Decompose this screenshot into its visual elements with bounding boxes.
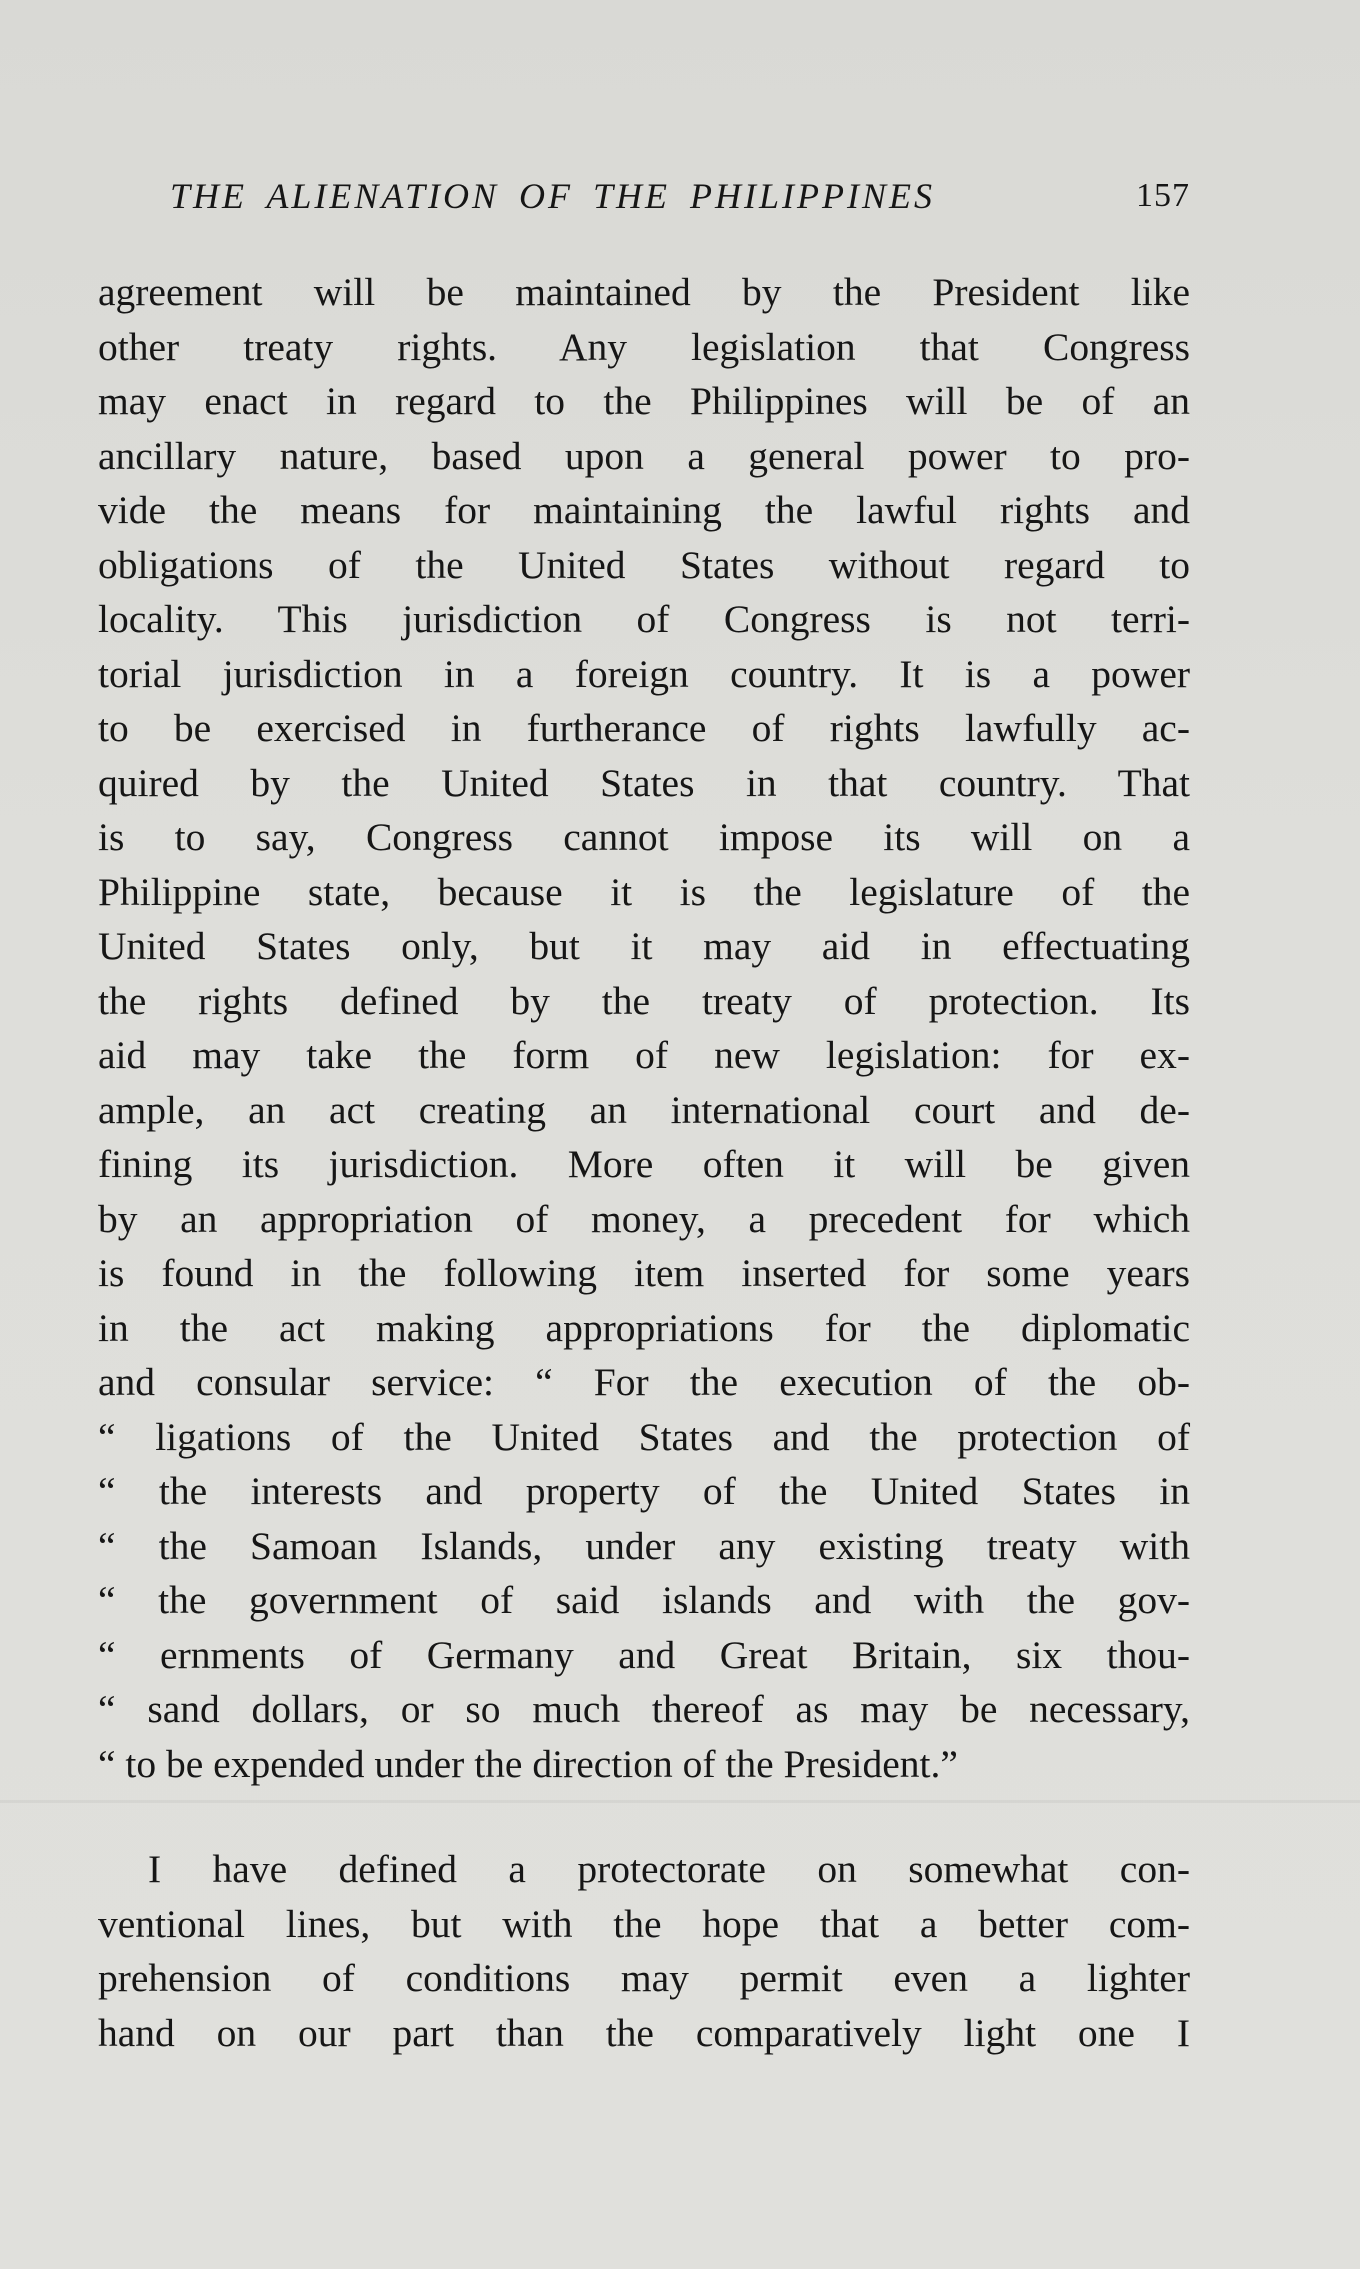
text-line: the rights defined by the treaty of protection. Its [98, 978, 1190, 1023]
text-line: other treaty rights. Any legislation that Congress [98, 324, 1190, 369]
text-line: ventional lines, but with the hope that a better com- [98, 1901, 1190, 1946]
page-number: 157 [1136, 177, 1190, 214]
text-line: fining its jurisdiction. More often it will be given [98, 1142, 1190, 1186]
text-line: is found in the following item inserted for some years [98, 1251, 1190, 1295]
running-title: THE ALIENATION OF THE PHILIPPINES [170, 176, 935, 216]
text-line: “ the Samoan Islands, under any existing treaty with [98, 1523, 1190, 1568]
text-line: may enact in regard to the Philippines will be of an [98, 379, 1190, 423]
text-line: quired by the United States in that country. That [98, 760, 1190, 805]
text-line: aid may take the form of new legislation: for ex- [98, 1033, 1190, 1077]
text-line: by an appropriation of money, a precedent for which [98, 1196, 1190, 1241]
text-line: torial jurisdiction in a foreign country. It is a power [98, 651, 1190, 696]
text-line: “ ernments of Germany and Great Britain, six thou- [98, 1632, 1190, 1677]
text-line: ancillary nature, based upon a general power to pro- [98, 433, 1190, 478]
scan-crease [0, 1800, 1360, 1803]
text-line: to be exercised in furtherance of rights lawfully ac- [98, 706, 1190, 750]
paragraph-2 [98, 1842, 1190, 2060]
text-line: is to say, Congress cannot impose its will on a [98, 815, 1190, 859]
running-head [170, 175, 1190, 235]
text-line: I have defined a protectorate on somewhat con- [148, 1847, 1190, 1891]
text-line: ample, an act creating an international court and de- [98, 1087, 1190, 1132]
text-line: United States only, but it may aid in effectuating [98, 924, 1190, 968]
text-line: agreement will be maintained by the President like [98, 270, 1190, 314]
text-line: “ the government of said islands and with the gov- [98, 1578, 1190, 1622]
text-line: locality. This jurisdiction of Congress is not terri- [98, 597, 1190, 641]
text-line: vide the means for maintaining the lawful rights and [98, 488, 1190, 532]
text-line: “ sand dollars, or so much thereof as may be necessary, [98, 1687, 1190, 1731]
text-line: and consular service: “ For the execution of the ob- [98, 1360, 1190, 1404]
text-line: in the act making appropriations for the diplomatic [98, 1305, 1190, 1350]
text-line: “ ligations of the United States and the protection of [98, 1414, 1190, 1459]
text-line: prehension of conditions may permit even a lighter [98, 1956, 1190, 2000]
text-line: “ to be expended under the direction of the President.” [98, 1741, 958, 1786]
text-line: hand on our part than the comparatively light one I [98, 2010, 1190, 2055]
paragraph-1 [98, 265, 1190, 1791]
text-line: “ the interests and property of the United States in [98, 1469, 1190, 1513]
text-line: obligations of the United States without regard to [98, 542, 1190, 587]
text-line: Philippine state, because it is the legislature of the [98, 869, 1190, 914]
